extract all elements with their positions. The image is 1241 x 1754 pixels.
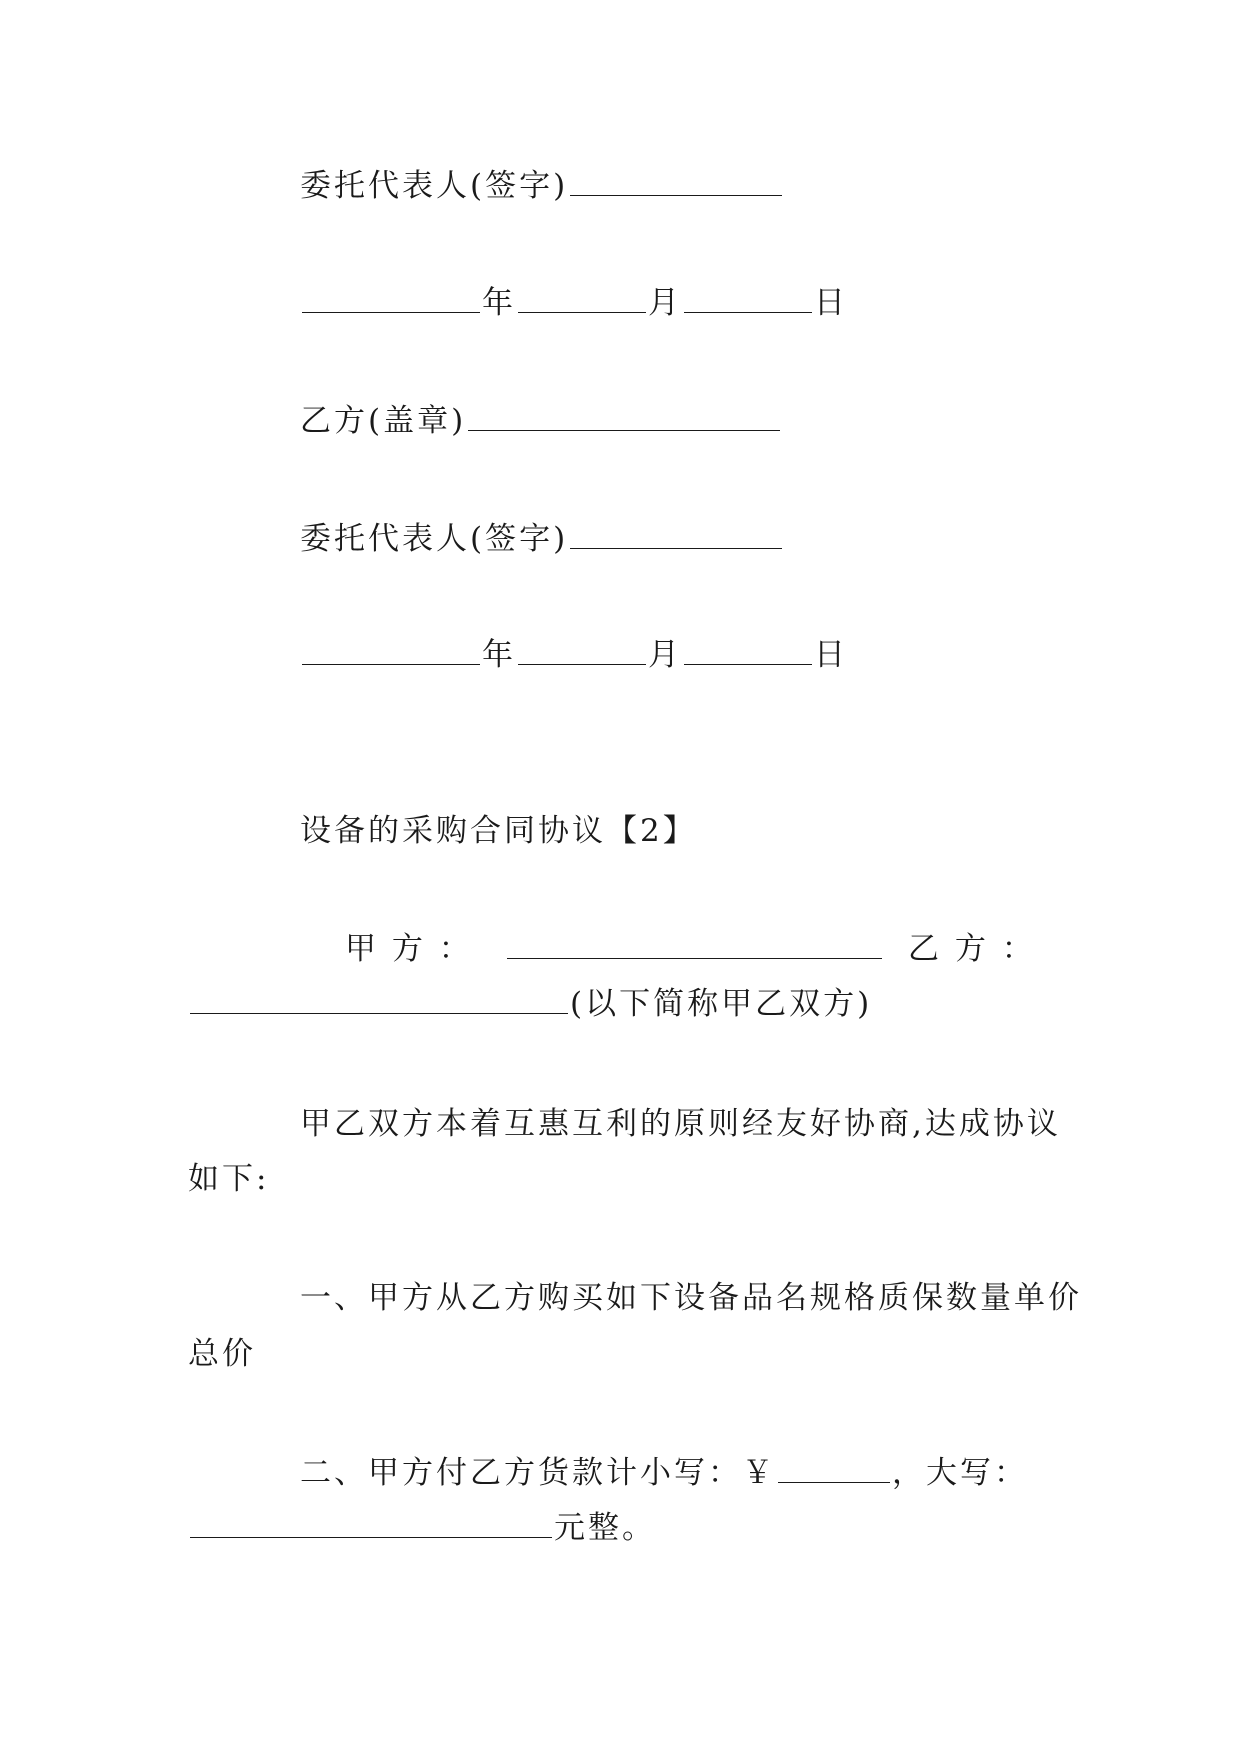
party-a-blank [507, 936, 882, 959]
day-blank [684, 290, 812, 313]
party-b-label: 乙 方 ： [908, 931, 1036, 967]
clause-1-line-2: 总价 [188, 1336, 256, 1372]
party-b-seal-line [300, 401, 782, 441]
section-title: 设备的采购合同协议【2】 [300, 813, 697, 849]
clause-1-line-1: 一、甲方从乙方购买如下设备品名规格质保数量单价 [300, 1280, 1082, 1316]
clause-2-end: 元整。 [554, 1510, 656, 1546]
amount-blank [778, 1460, 890, 1483]
rep-sign-line-1 [300, 166, 784, 206]
year-blank [302, 642, 480, 665]
year-label: 年 [482, 285, 516, 321]
capital-amount-blank [190, 1515, 552, 1538]
month-label: 月 [648, 637, 682, 673]
party-b-blank [190, 991, 568, 1014]
rep-sign-label: 委托代表人(签字) [300, 168, 569, 204]
clause-2-capital-label: ，大写： [892, 1455, 1028, 1491]
date-line-2 [300, 635, 848, 675]
year-label: 年 [482, 637, 516, 673]
parties-note-line [188, 984, 872, 1024]
rep-sign-label: 委托代表人(签字) [300, 521, 569, 557]
year-blank [302, 290, 480, 313]
month-label: 月 [648, 285, 682, 321]
month-blank [518, 642, 646, 665]
party-b-seal-label: 乙方(盖章) [300, 403, 467, 439]
signature-blank [570, 173, 782, 196]
seal-blank [468, 408, 780, 431]
date-line-1 [300, 283, 848, 323]
day-label: 日 [814, 637, 848, 673]
clause-2-line-1 [300, 1453, 1028, 1493]
parties-note: (以下简称甲乙双方) [570, 986, 873, 1022]
month-blank [518, 290, 646, 313]
day-blank [684, 642, 812, 665]
clause-2-text: 二、甲方付乙方货款计小写：￥ [300, 1455, 776, 1491]
party-a-label: 甲 方 ： [345, 931, 473, 967]
day-label: 日 [814, 285, 848, 321]
rep-sign-line-2 [300, 519, 784, 559]
intro-line-1: 甲乙双方本着互惠互利的原则经友好协商,达成协议 [300, 1106, 1061, 1142]
intro-line-2: 如下: [188, 1161, 270, 1197]
clause-2-line-2 [188, 1508, 656, 1548]
signature-blank [570, 526, 782, 549]
party-a-blank-line [505, 929, 884, 969]
